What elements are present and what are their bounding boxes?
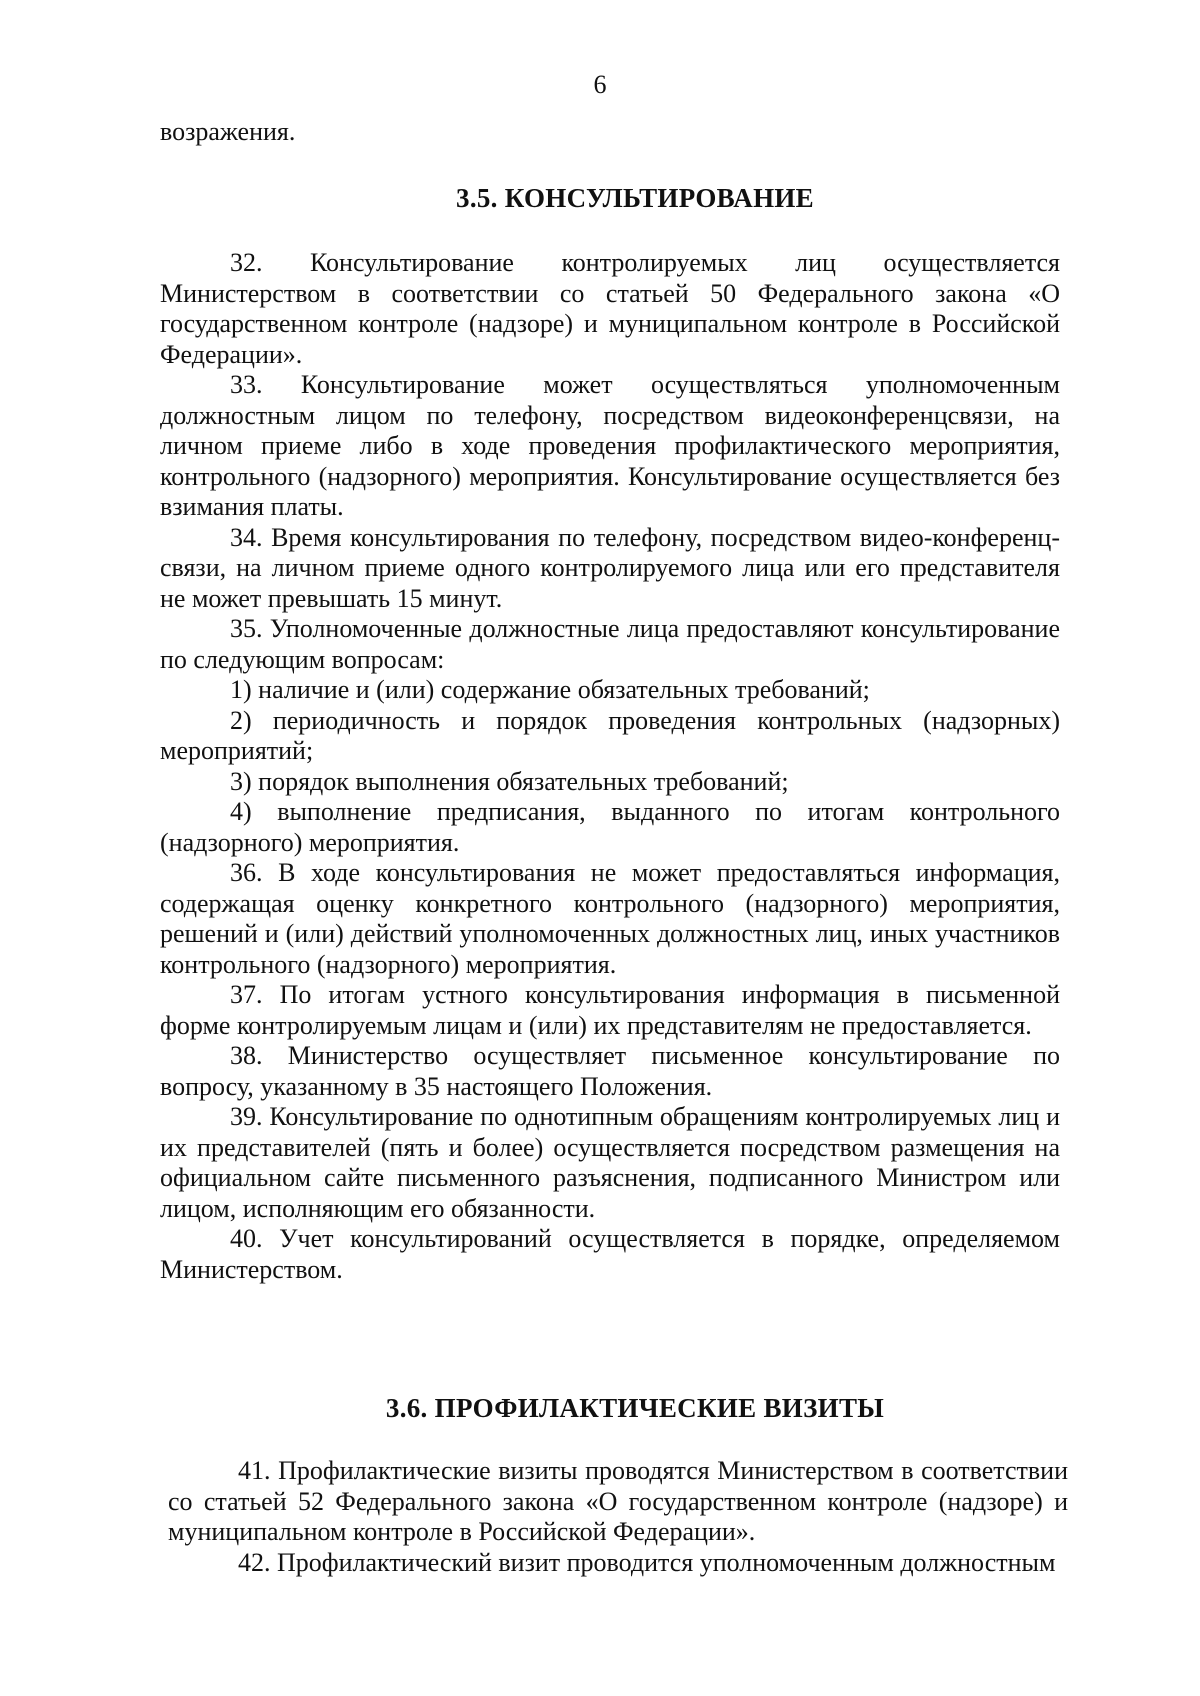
section-3-5-body [160, 248, 1060, 1285]
section-heading-3-6: 3.6. ПРОФИЛАКТИЧЕСКИЕ ВИЗИТЫ [385, 1393, 885, 1423]
list-item-4: 4) выполнение предписания, выданного по итогам контрольного (надзорного) мероприятия. [160, 797, 1060, 857]
paragraph-41: 41. Профилактические визиты проводятся Министерством в соответствии со статьей 52 Федерального закона «О государственном контроле (надзоре) и муниципальном контроле в Российской Федерации». [168, 1456, 1068, 1546]
paragraph-39: 39. Консультирование по однотипным обращениям контролируемых лиц и их представителей (пять и более) осуществляется посредством размещения на официальном сайте письменного разъяснения, подписанного Министром или лицом, исполняющим его обязанности. [160, 1102, 1060, 1223]
paragraph-37: 37. По итогам устного консультирования информация в письменной форме контролируемым лицам и (или) их представителям не предоставляется. [160, 980, 1060, 1040]
paragraph-36: 36. В ходе консультирования не может предоставляться информация, содержащая оценку конкретного контрольного (надзорного) мероприятия, решений и (или) действий уполномоченных должностных лиц, иных участников контрольного (надзорного) мероприятия. [160, 858, 1060, 979]
paragraph-32: 32. Консультирование контролируемых лиц осуществляется Министерством в соответствии со статьей 50 Федерального закона «О государственном контроле (надзоре) и муниципальном контроле в Российской Федерации». [160, 248, 1060, 369]
list-item-1: 1) наличие и (или) содержание обязательных требований; [230, 675, 870, 704]
list-item-3: 3) порядок выполнения обязательных требований; [230, 766, 789, 796]
paragraph-38: 38. Министерство осуществляет письменное консультирование по вопросу, указанному в 35 настоящего Положения. [160, 1041, 1060, 1101]
section-heading-3-5: 3.5. КОНСУЛЬТИРОВАНИЕ [456, 183, 814, 213]
paragraph-40: 40. Учет консультирований осуществляется в порядке, определяемом Министерством. [160, 1224, 1060, 1284]
paragraph-42: 42. Профилактический визит проводится уполномоченным должностным [238, 1547, 1056, 1577]
paragraph-33: 33. Консультирование может осуществляться уполномоченным должностным лицом по телефону, посредством видеоконференцсвязи, на личном приеме либо в ходе проведения профилактического мероприятия, контрольного (надзорного) мероприятия. Консультирование осуществляется без взимания платы. [160, 370, 1060, 521]
paragraph-34: 34. Время консультирования по телефону, посредством видео-конференц-связи, на личном приеме одного контролируемого лица или его представителя не может превышать 15 минут. [160, 522, 1060, 613]
continuation-text: возражения. [160, 117, 296, 146]
section-3-6-body [168, 1456, 1068, 1578]
paragraph-35: 35. Уполномоченные должностные лица предоставляют консультирование по следующим вопросам: [160, 614, 1060, 674]
list-item-2: 2) периодичность и порядок проведения контрольных (надзорных) мероприятий; [160, 705, 1060, 765]
page-number: 6 [593, 70, 607, 99]
